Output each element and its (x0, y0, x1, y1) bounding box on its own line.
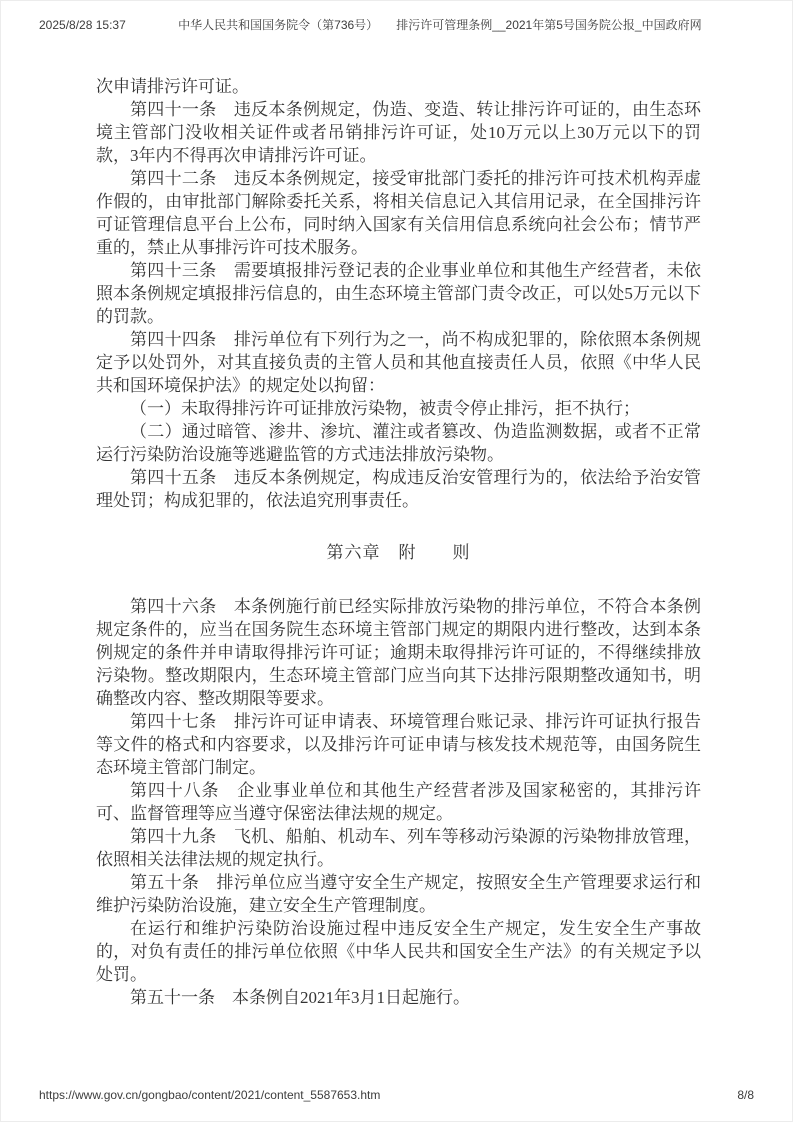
paragraph-article-43: 第四十三条 需要填报排污登记表的企业事业单位和其他生产经营者，未依照本条例规定填报排污信息的，由生态环境主管部门责令改正，可以处5万元以下的罚款。 (96, 261, 701, 326)
page-number: 8/8 (737, 1088, 754, 1102)
document-title (126, 18, 754, 32)
paragraph-article-46: 第四十六条 本条例施行前已经实际排放污染物的排污单位，不符合本条例规定条件的，应当在国务院生态环境主管部门规定的期限内进行整改，达到本条例规定的条件并申请取得排污许可证；逾期未取得排污许可证的，不得继续排放污染物。整改期限内，生态环境主管部门应当向其下达排污限期整改通知书，明确整改内容、整改期限等要求。 (96, 597, 701, 708)
paragraph-article-42: 第四十二条 违反本条例规定，接受审批部门委托的排污许可技术机构弄虚作假的，由审批部门解除委托关系，将相关信息记入其信用记录，在全国排污许可证管理信息平台上公布，同时纳入国家有关信用信息系统向社会公布；情节严重的，禁止从事排污许可技术服务。 (96, 169, 701, 257)
document-title-part1: 中华人民共和国国务院令（第736号） (178, 18, 379, 32)
paragraph-article-44: 第四十四条 排污单位有下列行为之一，尚不构成犯罪的，除依照本条例规定予以处罚外，对其直接负责的主管人员和其他直接责任人员，依照《中华人民共和国环境保护法》的规定处以拘留： (96, 330, 701, 395)
paragraph-article-45: 第四十五条 违反本条例规定，构成违反治安管理行为的，依法给予治安管理处罚；构成犯罪的，依法追究刑事责任。 (96, 468, 701, 510)
paragraph-article-48: 第四十八条 企业事业单位和其他生产经营者涉及国家秘密的，其排污许可、监督管理等应当遵守保密法律法规的规定。 (96, 781, 701, 823)
paragraph-article-50: 第五十条 排污单位应当遵守安全生产规定，按照安全生产管理要求运行和维护污染防治设施，建立安全生产管理制度。 (96, 873, 701, 915)
print-footer (39, 1088, 754, 1102)
paragraph-article-51: 第五十一条 本条例自2021年3月1日起施行。 (130, 988, 470, 1007)
paragraph-article-50-cont: 在运行和维护污染防治设施过程中违反安全生产规定，发生安全生产事故的，对负有责任的排污单位依照《中华人民共和国安全生产法》的有关规定予以处罚。 (96, 919, 701, 984)
document-title-part2: 排污许可管理条例__2021年第5号国务院公报_中国政府网 (396, 18, 702, 32)
print-header (39, 18, 754, 32)
paragraph-item-1: （一）未取得排污许可证排放污染物，被责令停止排污，拒不执行； (130, 399, 640, 418)
document-body (96, 75, 701, 1009)
paragraph-item-2: （二）通过暗管、渗井、渗坑、灌注或者篡改、伪造监测数据，或者不正常运行污染防治设施等逃避监管的方式违法排放污染物。 (96, 422, 701, 464)
chapter-heading: 第六章 附 则 (326, 543, 471, 562)
paragraph-continuation: 次申请排污许可证。 (96, 77, 249, 96)
paragraph-article-41: 第四十一条 违反本条例规定，伪造、变造、转让排污许可证的，由生态环境主管部门没收相关证件或者吊销排污许可证，处10万元以上30万元以下的罚款，3年内不得再次申请排污许可证。 (96, 100, 701, 165)
paragraph-article-47: 第四十七条 排污许可证申请表、环境管理台账记录、排污许可证执行报告等文件的格式和内容要求，以及排污许可证申请与核发技术规范等，由国务院生态环境主管部门制定。 (96, 712, 701, 777)
print-datetime: 2025/8/28 15:37 (39, 18, 126, 32)
source-url: https://www.gov.cn/gongbao/content/2021/content_5587653.htm (39, 1088, 381, 1102)
paragraph-article-49: 第四十九条 飞机、船舶、机动车、列车等移动污染源的污染物排放管理，依照相关法律法规的规定执行。 (96, 827, 701, 869)
